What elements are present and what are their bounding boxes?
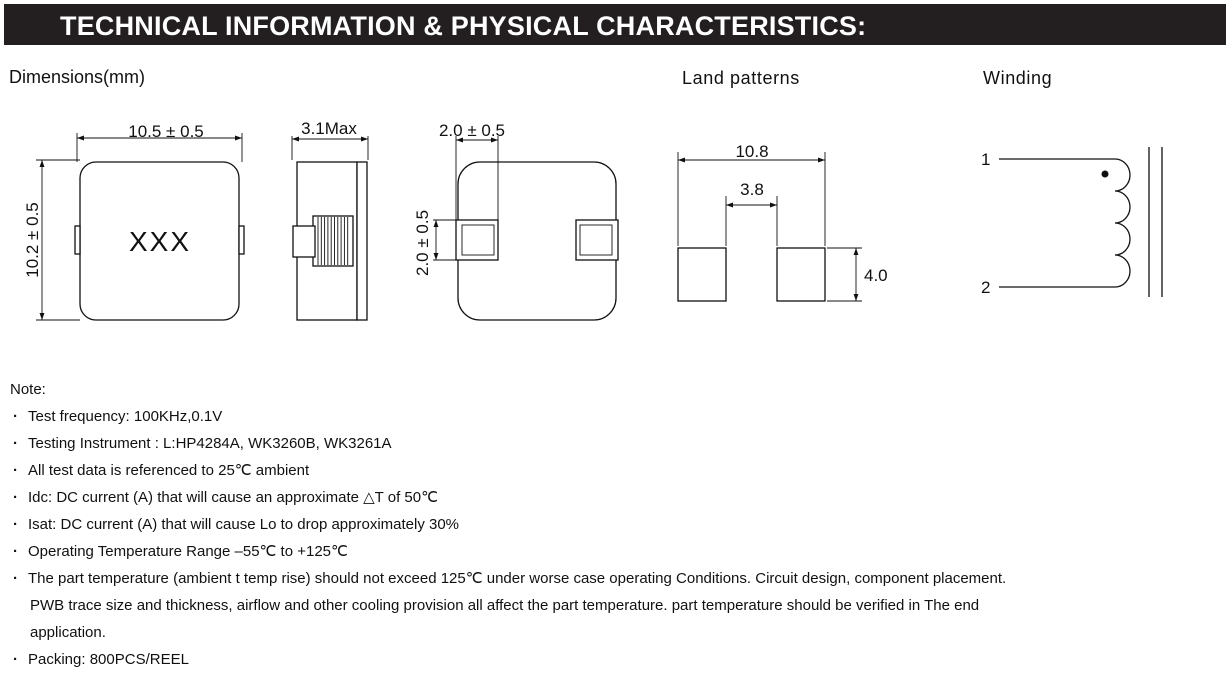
notes-list bbox=[10, 403, 1220, 673]
dimensions-label: Dimensions(mm) bbox=[9, 67, 146, 87]
land-pad-height-dimension: 4.0 bbox=[864, 266, 888, 285]
note-text: PWB trace size and thickness, airflow and other cooling provision all affect the part temperature. part temperature should be verified in The end bbox=[30, 597, 980, 614]
front-right-terminal bbox=[239, 226, 244, 254]
note-item bbox=[10, 646, 1220, 673]
front-width-dimension: 10.5 ± 0.5 bbox=[128, 122, 204, 141]
side-base-plate bbox=[357, 162, 367, 320]
bottom-pad-width-dimension: 2.0 ± 0.5 bbox=[438, 121, 506, 140]
land-gap-dimension: 3.8 bbox=[740, 180, 764, 199]
note-item bbox=[10, 403, 1220, 430]
note-text: · The part temperature (ambient t temp rise) should not exceed 125℃ under worse case operating Conditions. Circuit design, component placement. bbox=[28, 570, 1007, 587]
note-text: · Test frequency: 100KHz,0.1V bbox=[28, 408, 223, 425]
note-text: application. bbox=[30, 624, 106, 641]
inductor-coil bbox=[1115, 159, 1130, 287]
note-item bbox=[10, 430, 1220, 457]
polarity-dot bbox=[1102, 171, 1109, 178]
side-coil bbox=[313, 216, 353, 266]
pin2-label: 2 bbox=[981, 278, 991, 297]
side-thickness-dimension: 3.1Max bbox=[301, 119, 357, 138]
notes-heading: Note: bbox=[10, 381, 46, 398]
note-text: · Packing: 800PCS/REEL bbox=[28, 651, 189, 668]
note-text: · Idc: DC current (A) that will cause an approximate △T of 50℃ bbox=[28, 489, 438, 506]
note-item bbox=[10, 457, 1220, 484]
side-view bbox=[292, 136, 368, 320]
side-terminal bbox=[293, 226, 315, 257]
note-item bbox=[10, 565, 1220, 646]
land-pattern-drawing bbox=[678, 152, 862, 301]
land-patterns-label: Land patterns bbox=[682, 68, 800, 88]
notes-section bbox=[10, 378, 1220, 673]
land-pad-right bbox=[777, 248, 825, 301]
land-overall-dimension: 10.8 bbox=[735, 142, 769, 161]
note-item bbox=[10, 511, 1220, 538]
note-text: · All test data is referenced to 25℃ ambient bbox=[28, 462, 310, 479]
pin1-label: 1 bbox=[981, 150, 991, 169]
note-text: · Operating Temperature Range –55℃ to +125℃ bbox=[28, 543, 348, 560]
bottom-pad-height-dimension: 2.0 ± 0.5 bbox=[413, 209, 432, 277]
winding-schematic bbox=[999, 147, 1162, 297]
note-item bbox=[10, 538, 1220, 565]
note-text: · Isat: DC current (A) that will cause Lo to drop approximately 30% bbox=[28, 516, 460, 533]
note-text: · Testing Instrument : L:HP4284A, WK3260B, WK3261A bbox=[28, 435, 392, 452]
front-left-terminal bbox=[75, 226, 80, 254]
winding-label: Winding bbox=[983, 68, 1053, 88]
page-title: TECHNICAL INFORMATION & PHYSICAL CHARACTERISTICS: bbox=[60, 11, 867, 41]
note-item bbox=[10, 484, 1220, 511]
land-pad-left bbox=[678, 248, 726, 301]
front-height-dimension: 10.2 ± 0.5 bbox=[23, 202, 42, 278]
part-marking: XXX bbox=[128, 226, 192, 257]
bottom-view bbox=[433, 136, 618, 320]
